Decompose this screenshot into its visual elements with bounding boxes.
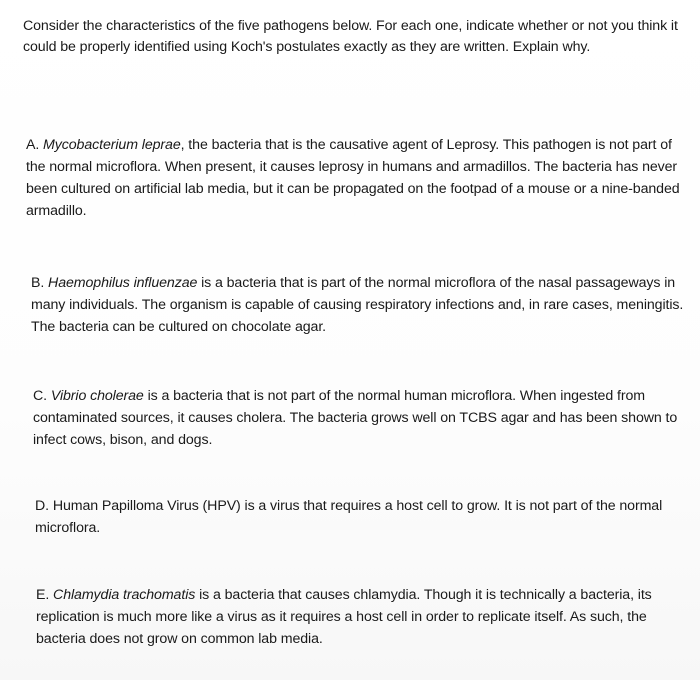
item-description: D. Human Papilloma Virus (HPV) is a virus that requires a host cell to grow. It is not part of the normal microflora. bbox=[35, 498, 663, 536]
item-prefix: C. bbox=[33, 388, 51, 404]
pathogen-name: Chlamydia trachomatis bbox=[53, 587, 196, 603]
pathogen-item-e bbox=[36, 584, 686, 650]
item-prefix: B. bbox=[31, 275, 49, 291]
item-prefix: E. bbox=[36, 587, 54, 603]
pathogen-item-d bbox=[35, 495, 685, 539]
pathogen-name: Vibrio cholerae bbox=[50, 388, 144, 404]
pathogen-name: Mycobacterium leprae bbox=[43, 137, 181, 153]
item-description: is a bacteria that is not part of the normal human microflora. When ingested from contaminated sources, it causes cholera. The bacteria grows well on TCBS agar and has been shown to infect cows, bison, and dogs. bbox=[33, 388, 678, 448]
pathogen-item-c bbox=[33, 385, 693, 451]
pathogen-item-a bbox=[26, 134, 690, 222]
item-description: is a bacteria that is part of the normal microflora of the nasal passageways in many individuals. The organism is capable of causing respiratory infections and, in rare cases, meningitis. The bacteria can be cultured on chocolate agar. bbox=[31, 275, 684, 335]
item-description: , the bacteria that is the causative agent of Leprosy. This pathogen is not part of the normal microflora. When present, it causes leprosy in humans and armadillos. The bacteria has never been cultured on artificial lab media, but it can be propagated on the footpad of a mouse or a nine-banded armadillo. bbox=[26, 137, 680, 219]
intro-paragraph: Consider the characteristics of the five pathogens below. For each one, indicate whether or not you think it could be properly identified using Koch's postulates exactly as they are written. Explain why. bbox=[23, 18, 678, 55]
pathogen-item-b bbox=[31, 272, 691, 338]
item-prefix: A. bbox=[26, 137, 44, 153]
pathogen-name: Haemophilus influenzae bbox=[48, 275, 198, 291]
item-description: is a bacteria that causes chlamydia. Though it is technically a bacteria, its replication is much more like a virus as it requires a host cell in order to replicate itself. As such, the bacteria does not grow on common lab media. bbox=[36, 587, 652, 647]
